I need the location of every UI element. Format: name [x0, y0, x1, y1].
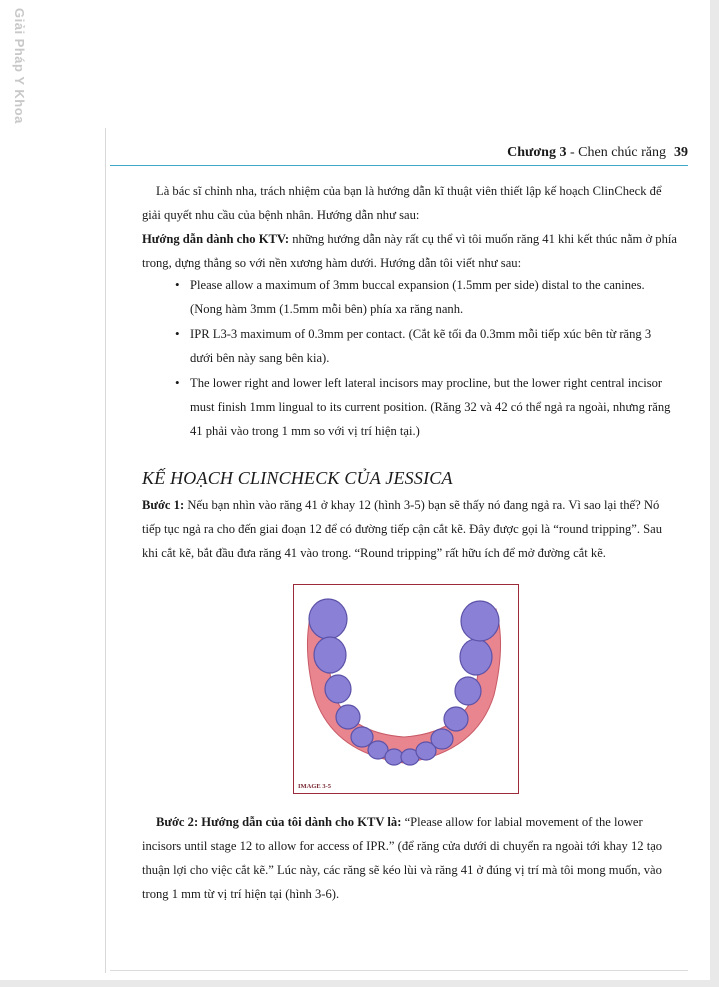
instruction-list: [175, 273, 677, 444]
ktv-instruction-text: những hướng dẫn này rất cụ thể vì tôi muốn răng 41 khi kết thúc nằm ở phía trong, dựng thẳng so với nền xương hàm dưới. Hướng dẫn tôi viết như sau:: [142, 232, 677, 270]
header-text: [507, 145, 688, 161]
section-heading: KẾ HOẠCH CLINCHECK CỦA JESSICA: [142, 468, 453, 488]
header-chapter: Chương 3: [507, 145, 567, 160]
figure-image-3-5: [293, 584, 519, 794]
header-separator: -: [566, 145, 579, 160]
list-item: • Please allow a maximum of 3mm buccal expansion (1.5mm per side) distal to the canines. (Nong hàm 3mm (1.5mm mỗi bên) phía xa răng nanh.: [175, 273, 677, 321]
list-item: • IPR L3-3 maximum of 0.3mm per contact. (Cắt kẽ tối đa 0.3mm mỗi tiếp xúc bên từ răng 3 dưới bên này sang bên kia).: [175, 322, 677, 370]
step2-text: “Please allow for labial movement of the lower incisors until stage 12 to allow for access of IPR.” (để răng cửa dưới di chuyển ra ngoài tới khay 12 tạo thuận lợi cho việc cắt kẽ.” Lúc này, các răng sẽ kéo lùi và răng 41 ở đúng vị trí mà tôi mong muốn, vào trong 1 mm từ vị trí hiện tại (hình 3-6).: [142, 815, 663, 901]
watermark: Giải Pháp Y Khoa: [12, 8, 27, 124]
scan-edge-line: [105, 128, 106, 973]
step1-paragraph: [142, 493, 677, 565]
header-title: Chen chúc răng: [578, 145, 666, 160]
intro-block: [142, 179, 677, 275]
ktv-instruction-label: Hướng dẫn dành cho KTV:: [142, 232, 290, 246]
step2-paragraph: [142, 810, 677, 906]
running-header: [110, 143, 688, 166]
step2-label: Bước 2: Hướng dẫn của tôi dành cho KTV là:: [156, 815, 402, 829]
lower-arch-illustration: [294, 585, 518, 793]
step1-label: Bước 1:: [142, 498, 185, 512]
intro-paragraph: Là bác sĩ chỉnh nha, trách nhiệm của bạn là hướng dẫn kĩ thuật viên thiết lập kế hoạch ClinCheck để giải quyết nhu cầu của bệnh nhân. Hướng dẫn như sau:: [142, 184, 662, 222]
figure-caption: IMAGE 3-5: [298, 783, 332, 790]
page-number: 39: [674, 145, 688, 160]
bottom-rule: [110, 970, 688, 971]
list-item: • The lower right and lower left lateral incisors may procline, but the lower right central incisor must finish 1mm lingual to its current position. (Răng 32 và 42 có thể ngả ra ngoài, nhưng răng 41 phải vào trong 1 mm so với vị trí hiện tại.): [175, 371, 677, 443]
step1-text: Nếu bạn nhìn vào răng 41 ở khay 12 (hình 3-5) bạn sẽ thấy nó đang ngả ra. Vì sao lại thế? Nó tiếp tục ngả ra cho đến giai đoạn 12 để có đường tiếp cận cắt kẽ. Đây được gọi là “round tripping”. Sau khi cắt kẽ, bắt đầu đưa răng 41 vào trong. “Round tripping” rất hữu ích để mở đường cắt kẽ.: [142, 498, 663, 560]
